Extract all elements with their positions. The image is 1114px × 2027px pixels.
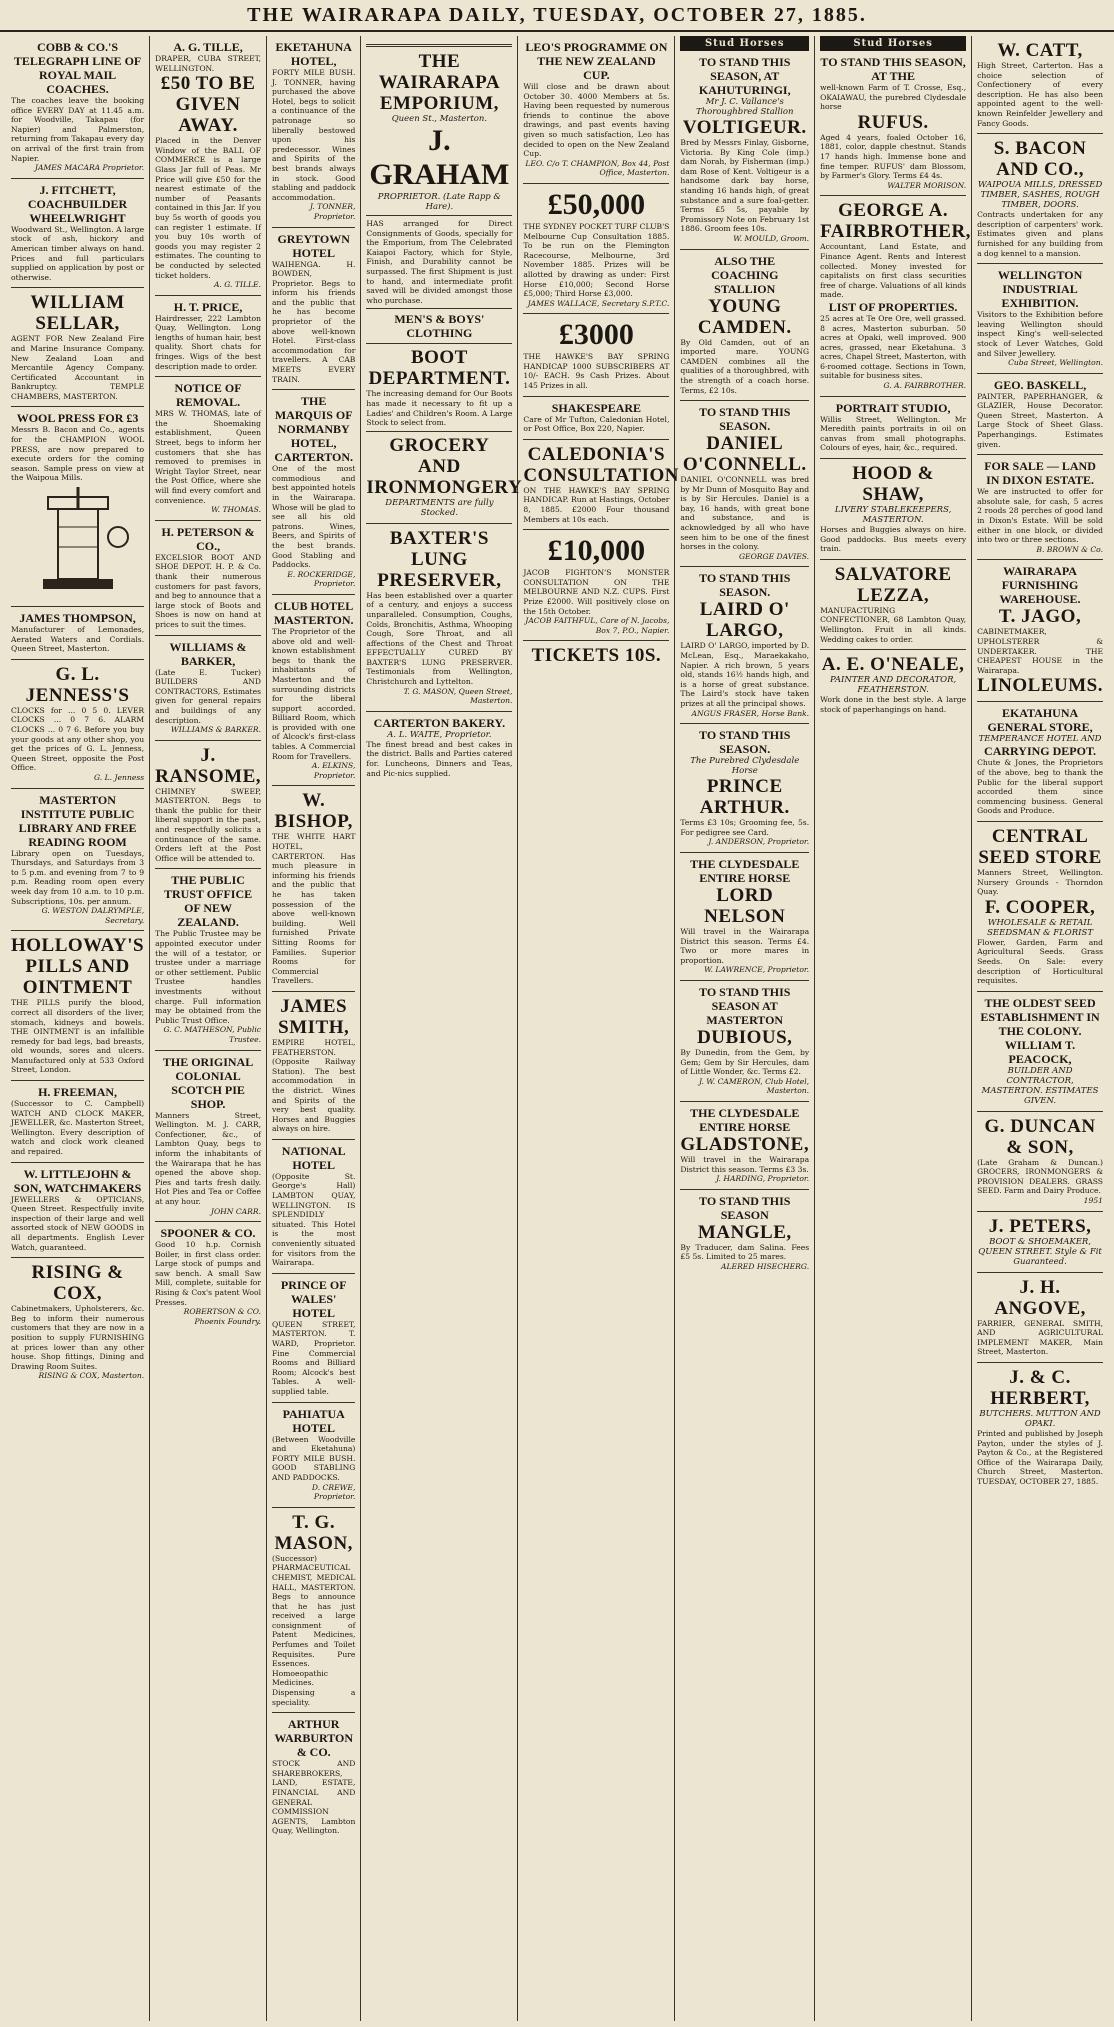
ad-text: well-known Farm of T. Crosse, Esq., OKAIAWAU, the purebred Clydesdale horse bbox=[820, 83, 967, 112]
ad-pie-shop bbox=[155, 1051, 261, 1223]
ad-text: DANIEL O'CONNELL was bred by Mr Dunn of Mosquito Bay and is by Sir Hercules. Daniel is a bay, 16 hands, with great bone and substance, and is acknowledged by all who have seen him to be one of the finest horses in the colony. bbox=[680, 475, 810, 552]
ad-lord-nelson bbox=[680, 853, 809, 981]
ad-club-hotel bbox=[272, 595, 355, 787]
ad-mangle bbox=[680, 1190, 809, 1277]
ad-freeman bbox=[11, 1081, 144, 1163]
ad-heading: H. T. PRICE, bbox=[173, 299, 243, 314]
ad-foundry bbox=[155, 1222, 261, 1331]
ad-heading: LEO'S PROGRAMME ON THE NEW ZEALAND CUP. bbox=[525, 40, 668, 82]
ad-national-hotel bbox=[272, 1140, 355, 1274]
ad-jago bbox=[977, 560, 1103, 702]
ad-signature: A. G. TILLE. bbox=[213, 280, 261, 290]
ad-rufus bbox=[820, 51, 966, 196]
ad-heading: H. PETERSON & CO., bbox=[161, 524, 255, 553]
ad-prince-of-wales bbox=[272, 1274, 355, 1403]
ad-proprietor-name: J. GRAHAM bbox=[369, 124, 510, 191]
ad-text: LAIRD O' LARGO, imported by D. McLean, Esq., Maraekakaho, Napier. A rich brown, 5 years old, stands 16½ hands high, and is a horse of great substance. The Laird's stock have taken prizes at all the principal shows. bbox=[680, 641, 810, 708]
column-5 bbox=[518, 36, 679, 2021]
ad-heading: WELLINGTON INDUSTRIAL EXHIBITION. bbox=[997, 268, 1083, 311]
ad-text: Will travel in the Wairarapa District this season. Terms £3 3s. bbox=[680, 1154, 810, 1174]
ad-subtitle: TEMPERANCE HOTEL AND bbox=[978, 734, 1102, 745]
ad-heading: H. FREEMAN, bbox=[38, 1085, 118, 1100]
ad-text: Visitors to the Exhibition before leaving Wellington should inspect King's well-selected stock of Lever Watches, Gold and Silver Jewellery. bbox=[977, 310, 1103, 358]
ad-gladstone bbox=[680, 1102, 809, 1190]
ad-text: (Late E. Tucker) BUILDERS AND CONTRACTORS, Estimates given for general repairs and buildings of any description. bbox=[155, 667, 261, 725]
column-3 bbox=[267, 36, 361, 2021]
ad-rising-cox bbox=[11, 1258, 144, 1386]
ad-warburton bbox=[272, 1713, 355, 1841]
ad-fairbrother bbox=[820, 196, 971, 396]
ad-heading: NOTICE OF REMOVAL. bbox=[174, 381, 242, 410]
ad-subtitle: PROPRIETOR. (Late Rapp & Hare). bbox=[377, 192, 501, 212]
ad-heading: £3000 bbox=[558, 318, 634, 352]
ad-heading: CLUB HOTEL MASTERTON. bbox=[273, 598, 354, 627]
ad-heading: J. PETERS, bbox=[988, 1215, 1092, 1237]
ad-caledonia bbox=[523, 440, 679, 530]
ad-peters bbox=[977, 1212, 1103, 1273]
ad-thompson bbox=[11, 607, 144, 660]
ad-duncan bbox=[977, 1112, 1103, 1212]
ad-oneale bbox=[820, 650, 966, 719]
ad-text: AGENT FOR New Zealand Fire and Marine Insurance Company. New Zealand Loan and Mercantile Agency Company. Certificated Accountant in Bankruptcy. TEMPLE CHAMBERS, MASTERTON. bbox=[11, 334, 145, 401]
section-header: Stud Horses bbox=[820, 36, 966, 51]
ad-heading: EKATAHUNA GENERAL STORE, bbox=[987, 706, 1093, 735]
ad-heading: WILLIAMS & BARKER, bbox=[169, 639, 247, 668]
ad-heading: PAHIATUA HOTEL bbox=[282, 1406, 345, 1435]
ad-text: (Successor) PHARMACEUTICAL CHEMIST, MEDICAL HALL, MASTERTON. Begs to announce that he has just received a large consignment of Patent Medicines, Perfumes and Toilet Requisites. Pure Essences. Homoeopathic Medicines. Dispensing a speciality. bbox=[272, 1553, 356, 1707]
ad-text: High Street, Carterton. Has a choice selection of Confectionery of every description. He has also been appointed agent to the well-known Reinfelder Jewellery and Fancy Goods. bbox=[977, 61, 1103, 128]
ad-text: EXCELSIOR BOOT AND SHOE DEPOT. H. P. & Co. thank their numerous customers for past favors, and beg to announce that a large stock of Boots and Shoes is now on hand at prices to suit the times. bbox=[155, 552, 261, 629]
ad-catt bbox=[977, 36, 1103, 134]
ad-signature: J. ANDERSON, Proprietor. bbox=[708, 837, 810, 847]
ad-text: FORTY MILE BUSH. J. TONNER, having purchased the above Hotel, begs to solicit a continuance of the patronage so liberally bestowed upon his predecessor. Wines and Spirits of the best brands always in stock. Good stabling and paddock accommodation. bbox=[272, 68, 356, 202]
ad-horse-name: GLADSTONE, bbox=[680, 1133, 810, 1155]
columns bbox=[6, 36, 1108, 2021]
ad-text: THE PILLS purify the blood, correct all disorders of the liver, stomach, kidneys and bowels. THE OINTMENT is an infallible remedy for bad legs, bad breasts, old wounds, sores and ulcers. Manufactured only at 533 Oxford Street, London. bbox=[11, 998, 145, 1075]
ad-proprietor-name: T. JAGO, bbox=[998, 606, 1082, 628]
divider bbox=[366, 431, 512, 432]
ad-portrait-studio bbox=[820, 397, 966, 459]
ad-text: DRAPER, CUBA STREET, WELLINGTON. bbox=[155, 54, 261, 73]
ad-heading: CENTRAL SEED STORE bbox=[978, 825, 1102, 868]
wool-press-illustration bbox=[18, 487, 138, 597]
ad-text: CLOCKS for ... 0 5 0. LEVER CLOCKS ... 0 7 6. ALARM CLOCKS ... 0 7 6. Before you buy your goods at any other shop, you get the prices of G. L. Jenness, Queen Street, opposite the Post Office. bbox=[11, 705, 145, 773]
ad-text: EMPIRE HOTEL, FEATHERSTON. (Opposite Railway Station). The best accommodation in the district. Wines and Spirits of the very best quality. Horses and Buggies always on hire. bbox=[272, 1037, 356, 1134]
column-2 bbox=[150, 36, 267, 2021]
column-8 bbox=[972, 36, 1108, 2021]
ad-daniel-oconnell bbox=[680, 401, 809, 567]
ad-signature: WILLIAMS & BARKER. bbox=[170, 725, 261, 735]
ad-signature: J. W. CAMERON, Club Hotel, Masterton. bbox=[698, 1076, 810, 1096]
ad-heading: ARTHUR WARBURTON & CO. bbox=[274, 1717, 354, 1760]
ad-sellar bbox=[11, 288, 144, 407]
ad-signature: E. ROCKERIDGE, Proprietor. bbox=[287, 569, 356, 589]
ad-heading: TO STAND THIS SEASON, AT THE bbox=[820, 55, 966, 83]
ad-heading: J. & C. HERBERT, bbox=[990, 1367, 1090, 1410]
ad-heading: GEORGE A. FAIRBROTHER, bbox=[820, 200, 971, 243]
ad-heading: G. L. JENNESS'S bbox=[25, 663, 130, 706]
ad-heading: TO STAND THIS SEASON. bbox=[699, 571, 791, 600]
ad-subheading: £50 TO BE GIVEN AWAY. bbox=[160, 73, 256, 137]
ad-signature: JAMES MACARA Proprietor. bbox=[34, 163, 145, 173]
ad-heading: THE ORIGINAL COLONIAL SCOTCH PIE SHOP. bbox=[162, 1054, 254, 1111]
ad-signature: J. HARDING, Proprietor. bbox=[716, 1174, 810, 1184]
ad-cooper-seed-store bbox=[977, 822, 1103, 992]
ad-text: One of the most commodious and best appointed hotels in the Wairarapa. Whose will be glad to see all his old patrons. Wines, Beers, and Spirits of the best brands. Good Stabling and Paddocks. bbox=[272, 464, 356, 570]
ad-text: Manufacturer of Lemonades, Aerated Waters and Cordials. Queen Street, Masterton. bbox=[11, 625, 145, 654]
ad-subtitle: BUTCHERS. MUTTON AND OPAKI. bbox=[979, 1409, 1101, 1430]
imprint-text: Printed and published by Joseph Payton, under the styles of J. Payton & Co., at the Registered Office of the Wairarapa Daily, Church Street, Masterton. TUESDAY, OCTOBER 27, 1885. bbox=[977, 1429, 1103, 1486]
ad-heading: G. DUNCAN & SON, bbox=[984, 1115, 1096, 1158]
ad-heading: TO STAND THIS SEASON. bbox=[699, 405, 791, 434]
ad-subheading: LINOLEUMS. bbox=[977, 675, 1103, 697]
divider bbox=[366, 308, 512, 309]
ad-text: (Between Woodville and Eketahuna) FORTY MILE BUSH. GOOD STABLING AND PADDOCKS. bbox=[272, 1434, 356, 1482]
divider bbox=[366, 44, 512, 47]
ad-horse-name: DUBIOUS, bbox=[697, 1026, 793, 1048]
ad-signature: W. LAWRENCE, Proprietor. bbox=[704, 965, 810, 975]
ad-heading: THE OLDEST SEED ESTABLISHMENT IN THE COLONY. bbox=[980, 995, 1100, 1038]
ad-text: Will travel in the Wairarapa District this season. Terms £4. Two or more mares in proportion. bbox=[680, 926, 810, 965]
ad-fitchett bbox=[11, 179, 144, 289]
ad-heading: TO STAND THIS SEASON AT MASTERTON bbox=[699, 984, 791, 1027]
ad-herbert bbox=[977, 1363, 1103, 1492]
ad-text: PAINTER, PAPERHANGER, & GLAZIER, House Decorator. Queen Street, Masterton. A Large Stock of Sheet Glass. Paperhangings. Estimates given. bbox=[977, 391, 1103, 449]
ad-heading: S. BACON AND CO., bbox=[993, 138, 1087, 181]
ad-text: Horses and Buggies always on hire. Good paddocks. Bus meets every train. bbox=[820, 525, 967, 554]
ad-text: The coaches leave the booking office EVERY DAY at 11.45 a.m. for Woodville, Takapau (for Napier) and Palmerston, returning from Takapau every day on arrival of the first train from Napier. bbox=[11, 96, 145, 163]
ad-heading: GREYTOWN HOTEL bbox=[277, 231, 350, 260]
ad-industrial-exhibition bbox=[977, 264, 1103, 374]
column-4 bbox=[361, 36, 523, 2021]
ad-signature: D. CREWE, Proprietor. bbox=[311, 1482, 356, 1502]
ad-normanby-hotel bbox=[272, 390, 355, 595]
ad-signature: J. TONNER, Proprietor. bbox=[309, 202, 356, 221]
ad-text: Will close and be drawn about October 30. 4000 Members at 5s. Having been requested by numerous friends to continue the above drawings, and past events having given so much satisfaction, Leo has decided to open on the New Zealand Cup. bbox=[523, 82, 670, 159]
ad-text: (Opposite St. George's Hall) LAMBTON QUAY, WELLINGTON. IS SPLENDIDLY situated. This Hotel is the most conveniently situated for visitors from the Wairarapa. bbox=[272, 1171, 356, 1268]
ad-bishop bbox=[272, 786, 355, 992]
ad-subheading: BOOT DEPARTMENT. bbox=[368, 347, 511, 390]
ad-monster-consultation bbox=[523, 530, 669, 641]
ad-text: WAIHENGA. H. BOWDEN, Proprietor. Begs to inform his friends and the public that he has become proprietor of the above well-known Hotel. First-class accommodation for travellers. A CAB MEETS EVERY TRAIN. bbox=[272, 259, 356, 384]
ad-heading: A. G. TILLE, bbox=[173, 40, 243, 54]
ad-horse-name: VOLTIGEUR. bbox=[682, 117, 807, 138]
ad-heading: PRINCE OF WALES' HOTEL bbox=[280, 1277, 347, 1320]
ad-text: THE WHITE HART HOTEL, CARTERTON. Has much pleasure in informing his friends and the public that he has taken possession of the above well-known building. Well furnished Private Sitting Rooms for Families. Superior Rooms for Commercial Travellers. bbox=[272, 832, 356, 986]
ad-heading: RISING & COX, bbox=[31, 1262, 124, 1305]
ad-signature: A. ELKINS, Proprietor. bbox=[311, 761, 356, 780]
ad-removal bbox=[155, 377, 261, 521]
ad-signature: LEO. C/o T. CHAMPION, Box 44, Post Office, Masterton. bbox=[525, 158, 670, 178]
ad-emporium bbox=[366, 36, 523, 524]
column-6 bbox=[675, 36, 815, 2021]
ad-text: Accountant, Land Estate, and Finance Agent. Rents and Interest collected. Money invested for capitalists on first class securities free of charge. Valuations of all kinds made. bbox=[820, 242, 967, 300]
ad-heading: SALVATORE LEZZA, bbox=[834, 563, 952, 606]
ad-dubious bbox=[680, 981, 809, 1102]
ad-heading: T. G. MASON, bbox=[274, 1511, 353, 1554]
ad-baskell bbox=[977, 374, 1103, 456]
ad-text: Bred by Messrs Finlay, Gisborne, Victoria. By King Cole (imp.) dam Norah, by Fisherman (imp.) dam Rose of Kent. Voltigeur is a handsome dark bay horse, standing 16 hands high, of great substance and a sure foal-getter. Terms £5 5s, payable by Promissory Note on February 1st 1886. Groom fees 10s. bbox=[680, 138, 810, 234]
ad-heading: COBB & CO.'S TELEGRAPH LINE OF ROYAL MAIL COACHES. bbox=[13, 40, 142, 96]
ad-signature: RISING & COX, Masterton. bbox=[38, 1371, 145, 1381]
ad-text: MRS W. THOMAS, late of the Shoemaking establishment, Queen Street, begs to inform her customers that she has removed to premises in Wright Taylor Street, near the Post Office, where she will find every comfort and convenience. bbox=[155, 409, 261, 505]
ad-text: The finest bread and best cakes in the district. Balls and Parties catered for. Luncheons, Dinners and Teas, and Pic-nics supplied. bbox=[366, 739, 513, 778]
ad-heading: SHAKESPEARE bbox=[551, 400, 642, 415]
ad-subtitle: BOOT & SHOEMAKER, QUEEN STREET. Style & Fit Guaranteed. bbox=[978, 1236, 1102, 1267]
ad-text: QUEEN STREET, MASTERTON. T. WARD, Proprietor. Fine Commercial Rooms and Billiard Room; Alcock's best Tables. A well-supplied table. bbox=[272, 1319, 356, 1396]
ad-ransome bbox=[155, 741, 261, 870]
ad-signature: ANGUS FRASER, Horse Bank. bbox=[691, 708, 810, 718]
ad-young-camden bbox=[680, 250, 809, 402]
ad-text: THE SYDNEY POCKET TURF CLUB'S Melbourne Cup Consultation 1885. To be run on the Flemington Racecourse, Melbourne, 3rd November 1885. Prizes will be allotted by drawing as under: First Horse £10,000; Second Horse £5,000; Third Horse £3,000. bbox=[523, 221, 670, 299]
ad-cobb-coaches bbox=[11, 36, 144, 179]
ad-heading: A. E. O'NEALE, bbox=[821, 654, 965, 676]
ad-signature: W. THOMAS. bbox=[211, 505, 261, 515]
ad-hood-shaw bbox=[820, 459, 966, 560]
ad-subtitle: WHOLESALE & RETAIL SEEDSMAN & FLORIST bbox=[987, 917, 1093, 938]
ad-subtitle: A. L. WAITE, Proprietor. bbox=[387, 729, 492, 740]
ad-text: Woodward St., Wellington. A large stock of ash, hickory and American timber always on hand. Prices and full particulars supplied on application by post or otherwise. bbox=[11, 224, 145, 282]
ad-tickets bbox=[523, 641, 669, 671]
ad-signature: ROBERTSON & CO. Phoenix Foundry. bbox=[183, 1307, 261, 1326]
ad-lezza bbox=[820, 560, 966, 650]
ad-heading: THE WAIRARAPA EMPORIUM, bbox=[378, 51, 501, 114]
ad-horse-name: LAIRD O' LARGO, bbox=[699, 599, 790, 642]
ad-signature: W. MOULD, Groom. bbox=[733, 233, 810, 243]
ad-text: Has been established over a quarter of a century, and enjoys a success unparalleled. Consumption, Coughs, Colds, Bronchitis, Asthma, Whooping Cough, Sore Throat, and all affections of the Chest and Throat EFFECTUALLY CURED BY BAXTER'S LUNG PRESERVER. Testimonials from Wellington, Christchurch and Lyttelton. bbox=[366, 590, 513, 687]
ad-horse-name: LORD NELSON bbox=[704, 884, 786, 927]
ad-heading: THE CLYDESDALE ENTIRE HORSE bbox=[690, 1105, 800, 1134]
ad-text: JACOB FIGHTON'S MONSTER CONSULTATION ON THE MELBOURNE AND N.Z. CUPS. First Prize £2000. Will positively close on the 15th October. bbox=[523, 568, 670, 616]
ad-text: Messrs B. Bacon and Co., agents for the CHAMPION WOOL PRESS, are now prepared to execute orders for the coming season. Sample press on view at the Waipoua Mills. bbox=[11, 425, 145, 483]
ad-proprietor-name: WILLIAM T. PEACOCK, bbox=[1004, 1037, 1076, 1066]
masthead-title: THE WAIRARAPA DAILY, TUESDAY, OCTOBER 27, 1885. bbox=[0, 0, 1114, 32]
ad-price bbox=[155, 296, 261, 378]
ad-leo-programme bbox=[523, 36, 669, 184]
ad-subtitle: Mr J. C. Vallance's Thoroughbred Stallion bbox=[695, 97, 794, 117]
ad-text: Aged 4 years, foaled October 16, 1881, color, dapple chestnut. Stands 17 hands high. Immense bone and fine temper. RUFUS' dam Blossom, by Farmer's Glory. Terms £4 4s. bbox=[820, 132, 967, 181]
ad-signature: JOHN CARR. bbox=[210, 1206, 261, 1216]
ad-heading: TO STAND THIS SEASON, AT KAHUTURINGI, bbox=[698, 55, 791, 97]
ad-voltigeur bbox=[680, 51, 809, 250]
ad-text: The Proprietor of the above old and well-known establishment begs to thank the inhabitants of Masterton and the surrounding districts for the liberal support accorded. Billiard Room, which is provided with one of Alcock's first-class tables. A Commercial Room for Travellers. bbox=[272, 626, 356, 761]
ad-williams-barker bbox=[155, 636, 261, 741]
ad-heading: NATIONAL HOTEL bbox=[281, 1143, 346, 1172]
ad-horse-name: PRINCE ARTHUR. bbox=[699, 776, 790, 819]
ad-heading: CALEDONIA'S CONSULTATION bbox=[523, 443, 679, 486]
ad-sydney-consultation bbox=[523, 184, 669, 314]
ad-hawkes-bay-handicap bbox=[523, 314, 669, 396]
ad-heading: J. FITCHETT, COACHBUILDER WHEELWRIGHT bbox=[27, 182, 128, 225]
ad-subtitle: The Purebred Clydesdale Horse bbox=[690, 756, 800, 777]
ad-eketahuna-hotel bbox=[272, 36, 355, 228]
ad-subtitle: Queen St., Masterton. bbox=[391, 114, 488, 124]
ad-text: (Successor to C. Campbell) WATCH AND CLOCK MAKER, JEWELLER, &c. Masterton Street, Wellington. Every description of watch and clock work cleaned and repaired. bbox=[11, 1099, 145, 1157]
ad-text: Good 10 h.p. Cornish Boiler, in first class order. Large stock of pumps and saw bench. A small Saw Mill, complete, suitable for Rising & Cox's patent Wool Presses. bbox=[155, 1240, 261, 1307]
ad-heading: SPOONER & CO. bbox=[160, 1226, 256, 1241]
ad-horse-name: RUFUS. bbox=[857, 111, 929, 133]
ad-text: Work done in the best style. A large stock of paperhangings on hand. bbox=[820, 695, 967, 714]
ad-laird-o-largo bbox=[680, 567, 809, 724]
ad-heading: HOLLOWAY'S PILLS AND OINTMENT bbox=[11, 935, 145, 999]
ad-signature: JACOB FAITHFUL, Care of N. Jacobs, Box 7, P.O., Napier. bbox=[525, 616, 670, 635]
divider bbox=[366, 215, 512, 216]
ad-text: HAS arranged for Direct Consignments of Goods, specially for the Emporium, from The Celebrated Kaiapoi Factory, which for Style, Finish, and Durability cannot be surpassed. The first Shipment is just to hand, and intermediate profit saved will be divided amongst those who purchase. bbox=[366, 219, 513, 305]
ad-heading: MASTERTON INSTITUTE PUBLIC LIBRARY AND FREE READING ROOM bbox=[18, 792, 137, 849]
ad-subheading: MEN'S & BOYS' CLOTHING bbox=[394, 312, 485, 341]
ad-carterton-bakery bbox=[366, 712, 512, 783]
ad-wool-press bbox=[11, 407, 144, 607]
ad-heading: JAMES SMITH, bbox=[278, 995, 350, 1038]
ad-heading: HOOD & SHAW, bbox=[852, 463, 934, 506]
ad-heading: THE CLYDESDALE ENTIRE HORSE bbox=[690, 856, 800, 885]
ad-proprietor-name: F. COOPER, bbox=[984, 896, 1096, 918]
ad-text: Contracts undertaken for any description of carpenters' work. Estimates given and plans furnished for any building from a dog kennel to a mansion. bbox=[977, 210, 1103, 258]
ad-signature: JAMES WALLACE, Secretary S.P.T.C. bbox=[527, 298, 670, 308]
ad-text: 25 acres at Te Ore Ore, well grassed. 8 acres, Masterton suburban. 50 acres at Opaki, well improved. 900 acres, grassed, near Eketahuna. 3 acres, Chapel Street, Masterton, with 6-roomed cottage. Sections in Town, suitable for business sites. bbox=[820, 313, 967, 381]
ad-subtitle: WAIPOUA MILLS, DRESSED TIMBER, SASHES, ROUGH TIMBER, DOORS. bbox=[977, 180, 1103, 211]
ad-heading: ALSO THE COACHING STALLION bbox=[711, 253, 779, 296]
ad-signature: Cuba Street, Wellington. bbox=[1008, 358, 1103, 368]
ad-signature: G. A. FAIRBROTHER. bbox=[883, 381, 967, 391]
ad-text: Manners Street, Wellington. M. J. CARR, Confectioner, &c., of Lambton Quay, begs to inform the inhabitants of the Wairarapa that he has opened the above shop. Pies and tarts fresh daily. Hot Pies and Tea or Coffee at any hour. bbox=[155, 1110, 261, 1206]
ad-heading: TICKETS 10S. bbox=[531, 645, 662, 667]
ad-text: (Late Graham & Duncan.) GROCERS, IRONMONGERS & PROVISION DEALERS. GRASS SEED. Farm and Dairy Produce. bbox=[977, 1157, 1103, 1196]
ad-heading: £50,000 bbox=[547, 187, 646, 221]
ad-text: The increasing demand for Our Boots has made it necessary to fit up a Ladies' and Children's Room. A Large Stock to select from. bbox=[366, 389, 513, 428]
ad-text: Placed in the Denver Window of the BALL OF COMMERCE is a large Glass Jar full of Peas. Mr Price will give £50 for the nearest estimate of the number of Peasants contained in this Jar. If you buy 5s worth of goods you can register 1 estimate. If you buy 10s worth of goods you may register 2 estimates. The counting to be conducted by selected ticket holders. bbox=[155, 136, 261, 280]
ad-heading: THE PUBLIC TRUST OFFICE OF NEW ZEALAND. bbox=[163, 873, 253, 930]
ad-library bbox=[11, 789, 144, 932]
ad-text: Hairdresser, 222 Lambton Quay, Wellington. Long lengths of human hair, best quality. Short chats for fringes. Wigs of the best description made to order. bbox=[155, 313, 261, 371]
ad-mason-chemist bbox=[272, 1508, 355, 1714]
ad-signature: GEORGE DAVIES. bbox=[738, 551, 810, 561]
ad-text: By Traducer, dam Salina. Fees £5 5s. Limited to 25 mares. bbox=[680, 1242, 810, 1262]
ad-heading: FOR SALE — LAND IN DIXON ESTATE. bbox=[984, 459, 1096, 488]
ad-signature: T. G. MASON, Queen Street, Masterton. bbox=[403, 686, 513, 706]
ad-text: JEWELLERS & OPTICIANS, Queen Street. Respectfully invite inspection of their large and well assorted stock of NEW GOODS in all departments. English Lever Watch, guaranteed. bbox=[11, 1194, 145, 1252]
ad-heading: TO STAND THIS SEASON bbox=[699, 1193, 791, 1222]
ad-pahiatua-hotel bbox=[272, 1403, 355, 1508]
ad-prince-arthur bbox=[680, 724, 809, 853]
column-1 bbox=[6, 36, 150, 2021]
ad-holloway bbox=[11, 931, 144, 1081]
ad-subheading: LIST OF PROPERTIES. bbox=[828, 299, 958, 314]
ad-text: CHIMNEY SWEEP, MASTERTON. Begs to thank the public for their liberal support in the past, and respectfully solicits a continuance of the same. Orders left at the Post Office will be attended to. bbox=[155, 786, 261, 863]
ad-angove bbox=[977, 1273, 1103, 1363]
ad-text: ON THE HAWKE'S BAY SPRING HANDICAP. Run at Hastings, October 8, 1885. £2000 Four thousand Members at 10s each. bbox=[523, 485, 670, 524]
ad-text: The Public Trustee may be appointed executor under the will of a testator, or trustee under a marriage or other settlement. Public Trustee handles investments without charge. Full information may be obtained from the Public Trust Office. bbox=[155, 929, 261, 1025]
ad-heading: W. LITTLEJOHN & SON, WATCHMAKERS bbox=[13, 1166, 142, 1195]
ad-text: We are instructed to offer for absolute sale, for cash, 5 acres 2 roods 28 perches of good land in Dixon's Estate. Will be sold either in one block, or divided into two or three sections. bbox=[977, 487, 1103, 545]
ad-tille bbox=[155, 36, 261, 296]
ad-text: Willis Street, Wellington. Mr Meredith paints portraits in oil on canvas from small photographs. Colours of eyes, hair, &c., required. bbox=[820, 414, 967, 453]
ad-subtitle: DEPARTMENTS are fully Stocked. bbox=[385, 497, 494, 518]
divider bbox=[366, 343, 512, 344]
ad-peacock bbox=[977, 992, 1103, 1112]
ad-horse-name: YOUNG CAMDEN. bbox=[697, 295, 792, 338]
ad-dixon-estate bbox=[977, 455, 1103, 560]
ad-heading: CARTERTON BAKERY. bbox=[373, 715, 506, 730]
ad-horse-name: MANGLE, bbox=[697, 1221, 792, 1243]
ad-heading: J. H. ANGOVE, bbox=[994, 1276, 1086, 1319]
ad-text: Flower, Garden, Farm and Agricultural Seeds. Grass Seeds. On Sale: every description of Horticultural requisites. bbox=[977, 937, 1103, 986]
ad-heading: EKETAHUNA HOTEL, bbox=[275, 40, 352, 68]
ad-peterson bbox=[155, 521, 261, 636]
ad-james-smith bbox=[272, 992, 355, 1140]
ad-text: Cabinetmakers, Upholsterers, &c. Beg to inform their numerous customers that they are now in a position to supply FURNISHING at prices lower than any other house. Shop fittings, Dining and Drawing Room Suites. bbox=[11, 1304, 145, 1371]
ad-heading: £10,000 bbox=[547, 534, 646, 568]
ad-subtitle: BUILDER AND CONTRACTOR, MASTERTON. ESTIMATES GIVEN. bbox=[981, 1065, 1099, 1106]
ad-ekatahuna-store bbox=[977, 702, 1103, 822]
ad-text: By Dunedin, from the Gem, by Gem; Gem by Sir Hercules, dam of Little Wonder, &c. Terms £2. bbox=[680, 1047, 810, 1077]
ad-text: Chute & Jones, the Proprietors of the above, beg to thank the Public for the liberal support accorded them since commencing business. General Goods and Produce. bbox=[977, 758, 1103, 816]
ad-heading: BAXTER'S LUNG PRESERVER, bbox=[377, 527, 502, 591]
ad-text: STOCK AND SHAREBROKERS, LAND, ESTATE, FINANCIAL AND GENERAL COMMISSION AGENTS, Lambton Quay, Wellington. bbox=[272, 1759, 356, 1836]
ad-text: FARRIER, GENERAL SMITH, AND AGRICULTURAL IMPLEMENT MAKER, Main Street, Masterton. bbox=[977, 1318, 1103, 1357]
ad-signature: G. L. Jenness bbox=[94, 772, 145, 782]
ad-signature: G. C. MATHESON, Public Trustee. bbox=[163, 1025, 261, 1044]
ad-subheading: CARRYING DEPOT. bbox=[984, 744, 1097, 759]
ad-heading: W. CATT, bbox=[997, 40, 1083, 61]
ad-text: By Old Camden, out of an imported mare. YOUNG CAMDEN combines all the qualities of a thoroughbred, with the strength of a coach horse. Terms, £2 10s. bbox=[680, 337, 810, 395]
ad-text: THE HAWKE'S BAY SPRING HANDICAP 1000 SUBSCRIBERS AT 10/- EACH. 9s Cash Prizes. About 145 Prizes in all. bbox=[523, 352, 670, 391]
ad-text: CABINETMAKER, UPHOLSTERER & UNDERTAKER. THE CHEAPEST HOUSE in the Wairarapa. bbox=[977, 627, 1103, 675]
ad-heading: WAIRARAPA FURNISHING WAREHOUSE. bbox=[999, 564, 1081, 607]
ad-bacon bbox=[977, 134, 1103, 264]
ad-heading: PORTRAIT STUDIO, bbox=[835, 400, 951, 415]
ad-heading: THE MARQUIS OF NORMANBY HOTEL, CARTERTON. bbox=[274, 394, 353, 465]
ad-text: Terms £3 10s; Grooming fee, 5s. For pedigree see Card. bbox=[680, 818, 810, 837]
ad-heading: W. BISHOP, bbox=[274, 790, 353, 833]
ad-heading: JAMES THOMPSON, bbox=[19, 611, 136, 626]
ad-public-trust bbox=[155, 869, 261, 1050]
ad-text: MANUFACTURING CONFECTIONER, 68 Lambton Quay, Wellington. Fruit in all kinds. Wedding cakes to order. bbox=[820, 605, 967, 644]
ad-heading: J. RANSOME, bbox=[155, 744, 261, 787]
ad-subtitle: PAINTER AND DECORATOR, FEATHERSTON. bbox=[829, 675, 957, 696]
ad-greytown-hotel bbox=[272, 228, 355, 391]
ad-heading: TO STAND THIS SEASON. bbox=[699, 728, 791, 757]
ad-jenness bbox=[11, 660, 144, 789]
ad-baxter bbox=[366, 524, 512, 712]
ad-horse-name: DANIEL O'CONNELL. bbox=[682, 433, 807, 476]
ad-subheading: GROCERY AND IRONMONGERY bbox=[366, 434, 523, 498]
ad-signature: WALTER MORISON. bbox=[887, 180, 967, 190]
ad-signature: 1951 bbox=[1083, 1196, 1103, 1206]
ad-signature: ALERED HISECHERG. bbox=[721, 1261, 810, 1271]
ad-text: Manners Street, Wellington. Nursery Grounds - Thorndon Quay. bbox=[977, 867, 1103, 897]
ad-heading: GEO. BASKELL, bbox=[993, 377, 1087, 392]
ad-heading: WOOL PRESS FOR £3 bbox=[16, 411, 139, 426]
ad-signature: B. BROWN & Co. bbox=[1036, 544, 1103, 554]
ad-littlejohn bbox=[11, 1163, 144, 1259]
column-7 bbox=[815, 36, 972, 2021]
ad-signature: G. WESTON DALRYMPLE, Secretary. bbox=[41, 906, 145, 925]
section-header: Stud Horses bbox=[680, 36, 809, 51]
ad-heading: WILLIAM SELLAR, bbox=[30, 292, 125, 335]
ad-text: Library open on Tuesdays, Thursdays, and Saturdays from 3 to 5 p.m. and evening from 7 to 9 p.m. Reading room open every week day from 10 a.m. to 10 p.m. Subscriptions, 10s. per annum. bbox=[11, 848, 145, 906]
ad-subtitle: LIVERY STABLEKEEPERS, MASTERTON. bbox=[834, 505, 952, 526]
ad-text: Care of Mr Tufton, Caledonian Hotel, or Post Office, Box 220, Napier. bbox=[523, 414, 670, 434]
ad-shakespeare bbox=[523, 397, 669, 440]
